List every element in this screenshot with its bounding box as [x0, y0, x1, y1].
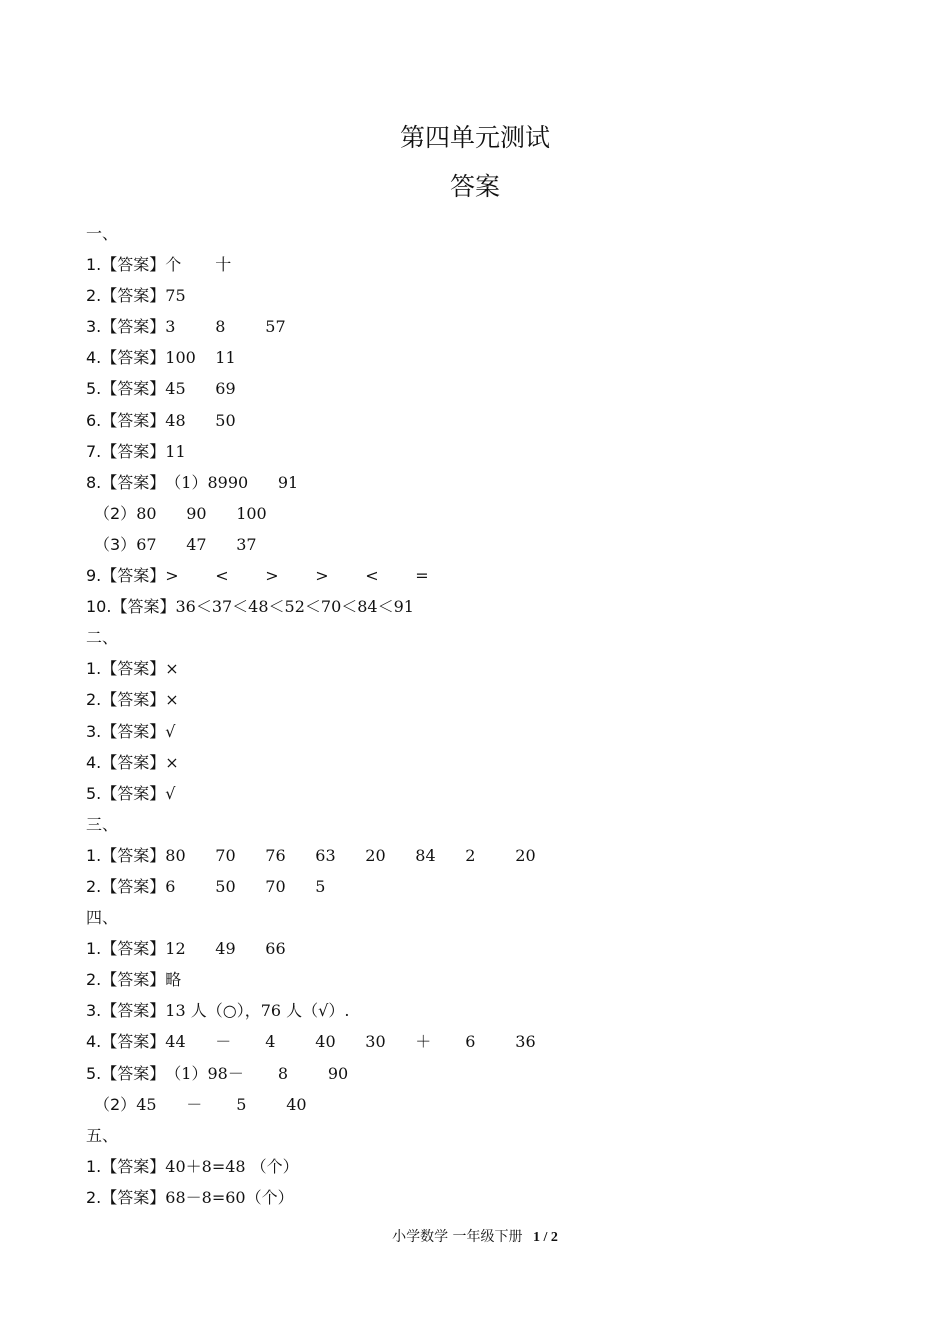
section-heading — [86, 902, 886, 933]
answer-line — [86, 560, 886, 591]
answer-value: √ — [165, 721, 176, 741]
answer-prefix: 1.【答案】 — [86, 255, 166, 275]
answer-value: × — [165, 690, 179, 710]
answer-value: 30 — [365, 1032, 386, 1052]
answer-prefix: 6.【答案】 — [86, 410, 166, 430]
answer-value: 11 — [215, 348, 236, 368]
answer-value: 11 — [165, 441, 186, 461]
page-number: 1 / 2 — [533, 1230, 558, 1245]
section-heading — [86, 622, 886, 653]
answer-line — [86, 311, 886, 342]
answer-value: 5 — [315, 876, 326, 896]
answer-value: 75 — [165, 286, 186, 306]
answer-value: （1）89 — [165, 472, 228, 492]
answer-prefix: 5.【答案】 — [86, 783, 166, 803]
footer-text: 小学数学 一年级下册 — [392, 1229, 523, 1245]
answer-prefix: 9.【答案】 — [86, 566, 166, 586]
section-heading — [86, 1120, 886, 1151]
answer-value: 100 — [236, 503, 267, 523]
answer-value: 50 — [215, 410, 236, 430]
answer-line — [86, 373, 886, 404]
answer-prefix: 3.【答案】 — [86, 1001, 166, 1021]
answer-value: 76 — [265, 845, 286, 865]
answer-value: 4 — [265, 1032, 276, 1052]
answer-prefix: 8.【答案】 — [86, 472, 166, 492]
answer-line — [86, 1058, 886, 1089]
answer-value: ＋ — [415, 1032, 432, 1052]
answer-list — [86, 218, 886, 1213]
answer-line — [86, 995, 886, 1026]
answer-value: 80 — [136, 503, 157, 523]
answer-value: 13 人（○），76 人（√）. — [165, 1001, 350, 1021]
answer-prefix: 2.【答案】 — [86, 876, 166, 896]
answer-prefix: 2.【答案】 — [86, 1187, 166, 1207]
answer-value: 50 — [215, 876, 236, 896]
answer-line — [86, 249, 886, 280]
answer-line — [86, 716, 886, 747]
answer-value: 个 — [165, 255, 182, 275]
answer-subline — [86, 1089, 886, 1120]
page-footer — [0, 1228, 950, 1247]
answer-prefix: 1.【答案】 — [86, 939, 166, 959]
answer-value: － — [227, 1063, 244, 1083]
answer-prefix: 5.【答案】 — [86, 1063, 166, 1083]
answer-value: 100 — [165, 348, 196, 368]
answer-prefix: 2.【答案】 — [86, 970, 166, 990]
section-heading-text: 四、 — [86, 908, 119, 928]
section-heading-text: 二、 — [86, 628, 119, 648]
answer-value: 70 — [215, 845, 236, 865]
answer-line — [86, 591, 886, 622]
answer-prefix: 4.【答案】 — [86, 752, 166, 772]
answer-value: 90 — [327, 1063, 349, 1083]
answer-value: √ — [165, 783, 176, 803]
section-heading-text: 一、 — [86, 224, 119, 243]
answer-value: 70 — [265, 876, 286, 896]
answer-line — [86, 342, 886, 373]
answer-subline — [86, 529, 886, 560]
answer-value: 80 — [165, 845, 186, 865]
answer-value: （1）98 — [165, 1063, 228, 1083]
document-title: 第四单元测试 — [399, 123, 550, 152]
answer-value: 49 — [215, 939, 236, 959]
answer-value: 3 — [165, 317, 176, 337]
answer-value: － — [215, 1032, 232, 1052]
answer-value: － — [186, 1094, 203, 1114]
answer-value: 略 — [165, 970, 182, 990]
answer-value: 47 — [186, 534, 207, 554]
answer-value: 69 — [215, 379, 236, 399]
answer-value: 6 — [165, 876, 176, 896]
answer-prefix: 10.【答案】 — [86, 597, 176, 617]
answer-value: 45 — [165, 379, 186, 399]
answer-line — [86, 436, 886, 467]
answer-value: 90 — [227, 472, 249, 492]
answer-prefix: 2.【答案】 — [86, 286, 166, 306]
answer-prefix: 7.【答案】 — [86, 441, 166, 461]
answer-prefix: 1.【答案】 — [86, 1156, 166, 1176]
answer-value: 40 — [286, 1094, 307, 1114]
answer-value: 90 — [186, 503, 207, 523]
answer-line — [86, 653, 886, 684]
answer-value: 36＜37＜48＜52＜70＜84＜91 — [175, 597, 414, 617]
answer-line — [86, 405, 886, 436]
document-subtitle: 答案 — [449, 172, 500, 201]
answer-value: 45 — [136, 1094, 157, 1114]
answer-value: 20 — [365, 845, 386, 865]
answer-value: 44 — [165, 1032, 186, 1052]
answer-prefix: 3.【答案】 — [86, 317, 166, 337]
section-heading-text: 五、 — [86, 1125, 119, 1145]
answer-line — [86, 840, 886, 871]
answer-line — [86, 778, 886, 809]
answer-line — [86, 280, 886, 311]
answer-value: 67 — [136, 534, 157, 554]
answer-value: × — [165, 659, 179, 679]
answer-value: 36 — [515, 1032, 536, 1052]
answer-subline — [86, 498, 886, 529]
answer-value: × — [165, 752, 179, 772]
answer-value: 68－8=60（个） — [165, 1187, 294, 1207]
answer-value: 84 — [415, 845, 436, 865]
answer-value: 57 — [265, 317, 286, 337]
answer-value: 66 — [265, 939, 286, 959]
answer-prefix: 1.【答案】 — [86, 659, 166, 679]
section-heading — [86, 218, 886, 249]
answer-prefix: 3.【答案】 — [86, 721, 166, 741]
answer-line — [86, 871, 886, 902]
answer-line — [86, 684, 886, 715]
answer-value: 8 — [277, 1063, 289, 1083]
answer-value: > — [165, 566, 179, 586]
answer-value: > — [265, 566, 279, 586]
answer-prefix: 5.【答案】 — [86, 379, 166, 399]
answer-value: 6 — [465, 1032, 476, 1052]
answer-line — [86, 1151, 886, 1182]
answer-value: 8 — [215, 317, 226, 337]
answer-prefix: （2） — [94, 503, 137, 523]
answer-line — [86, 467, 886, 498]
answer-value: = — [415, 566, 429, 586]
answer-line — [86, 747, 886, 778]
answer-value: < — [215, 566, 229, 586]
answer-value: 91 — [277, 472, 299, 492]
answer-value: 5 — [236, 1094, 247, 1114]
answer-value: > — [315, 566, 329, 586]
answer-value: 2 — [465, 845, 476, 865]
answer-value: 十 — [215, 255, 232, 275]
answer-value: 63 — [315, 845, 336, 865]
answer-value: 40＋8=48 （个） — [165, 1156, 299, 1176]
section-heading — [86, 809, 886, 840]
answer-line — [86, 964, 886, 995]
answer-prefix: 2.【答案】 — [86, 690, 166, 710]
answer-prefix: 4.【答案】 — [86, 348, 166, 368]
answer-prefix: （3） — [94, 534, 137, 554]
answer-value: 48 — [165, 410, 186, 430]
answer-prefix: 4.【答案】 — [86, 1032, 166, 1052]
answer-prefix: （2） — [94, 1094, 137, 1114]
answer-line — [86, 933, 886, 964]
answer-value: 40 — [315, 1032, 336, 1052]
answer-value: 37 — [236, 534, 257, 554]
answer-value: < — [365, 566, 379, 586]
answer-value: 20 — [515, 845, 536, 865]
answer-line — [86, 1182, 886, 1213]
section-heading-text: 三、 — [86, 814, 119, 834]
answer-value: 12 — [165, 939, 186, 959]
answer-prefix: 1.【答案】 — [86, 845, 166, 865]
answer-line — [86, 1026, 886, 1057]
